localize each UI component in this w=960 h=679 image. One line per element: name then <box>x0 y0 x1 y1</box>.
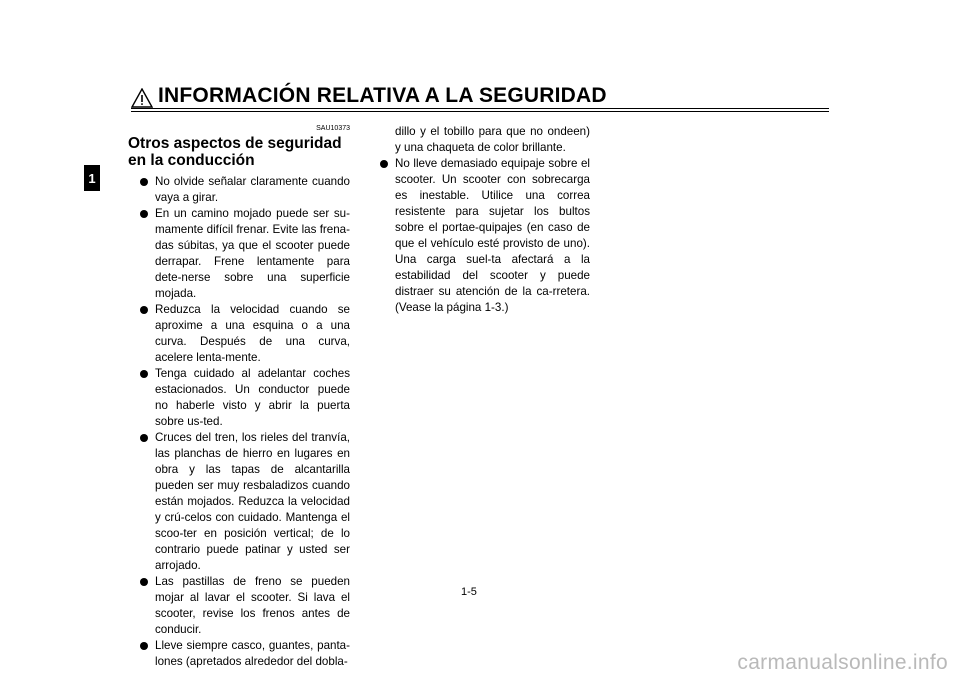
page-header <box>131 84 829 114</box>
list-item: No lleve demasiado equipaje sobre el scooter. Un scooter con sobrecarga es inestable. Utilice una correa resistente para sujetar los bultos sobre el portae-quipajes (en caso de que el vehículo esté provisto de uno). Una carga suel-ta afectará a la estabilidad del scooter y puede distraer su atención de la ca-rretera. (Vease la página 1-3.) <box>368 156 590 316</box>
header-rule <box>131 108 829 112</box>
list-item: Las pastillas de freno se pueden mojar al lavar el scooter. Si lava el scooter, revise los frenos antes de conducir. <box>128 574 350 638</box>
bullet-icon <box>140 370 148 378</box>
page-title: INFORMACIÓN RELATIVA A LA SEGURIDAD <box>158 84 607 107</box>
list-item: Tenga cuidado al adelantar coches estacionados. Un conductor puede no haberle visto y abrir la puerta sobre us-ted. <box>128 366 350 430</box>
watermark: carmanualsonline.info <box>737 651 948 674</box>
left-column <box>128 124 350 670</box>
bullet-icon <box>140 642 148 650</box>
bullet-icon <box>140 178 148 186</box>
list-item: Reduzca la velocidad cuando se aproxime a una esquina o a una curva. Después de una curva, acelere lenta-mente. <box>128 302 350 366</box>
bullet-icon <box>140 210 148 218</box>
list-item: En un camino mojado puede ser su-mamente difícil frenar. Evite las frena-das súbitas, ya que el scooter puede derrapar. Frene lentamente para dete-nerse sobre una superficie mojada. <box>128 206 350 302</box>
right-bullet-list <box>368 124 590 316</box>
bullet-icon <box>380 160 388 168</box>
bullet-icon <box>140 578 148 586</box>
bullet-icon <box>140 306 148 314</box>
warning-triangle-icon <box>131 88 153 108</box>
chapter-tab: 1 <box>84 165 100 191</box>
page-number: 1-5 <box>461 586 477 598</box>
list-item: No olvide señalar claramente cuando vaya a girar. <box>128 174 350 206</box>
bullet-icon <box>140 434 148 442</box>
section-title: Otros aspectos de seguridad en la conducción <box>128 135 342 169</box>
list-item: Lleve siempre casco, guantes, panta-lones (apretados alrededor del dobla- <box>128 638 350 670</box>
left-bullet-list <box>128 174 350 670</box>
list-item: Cruces del tren, los rieles del tranvía, las planchas de hierro en lugares en obra y las tapas de alcantarilla pueden ser muy resbaladizos cuando están mojados. Reduzca la velocidad y crú-celos con cuidado. Mantenga el scoo-ter en posición vertical; de lo contrario puede patinar y usted ser arrojado. <box>128 430 350 574</box>
doc-code: SAU10373 <box>316 125 350 132</box>
right-column <box>368 124 590 316</box>
list-item-continuation: dillo y el tobillo para que no ondeen) y una chaqueta de color brillante. <box>395 125 590 154</box>
